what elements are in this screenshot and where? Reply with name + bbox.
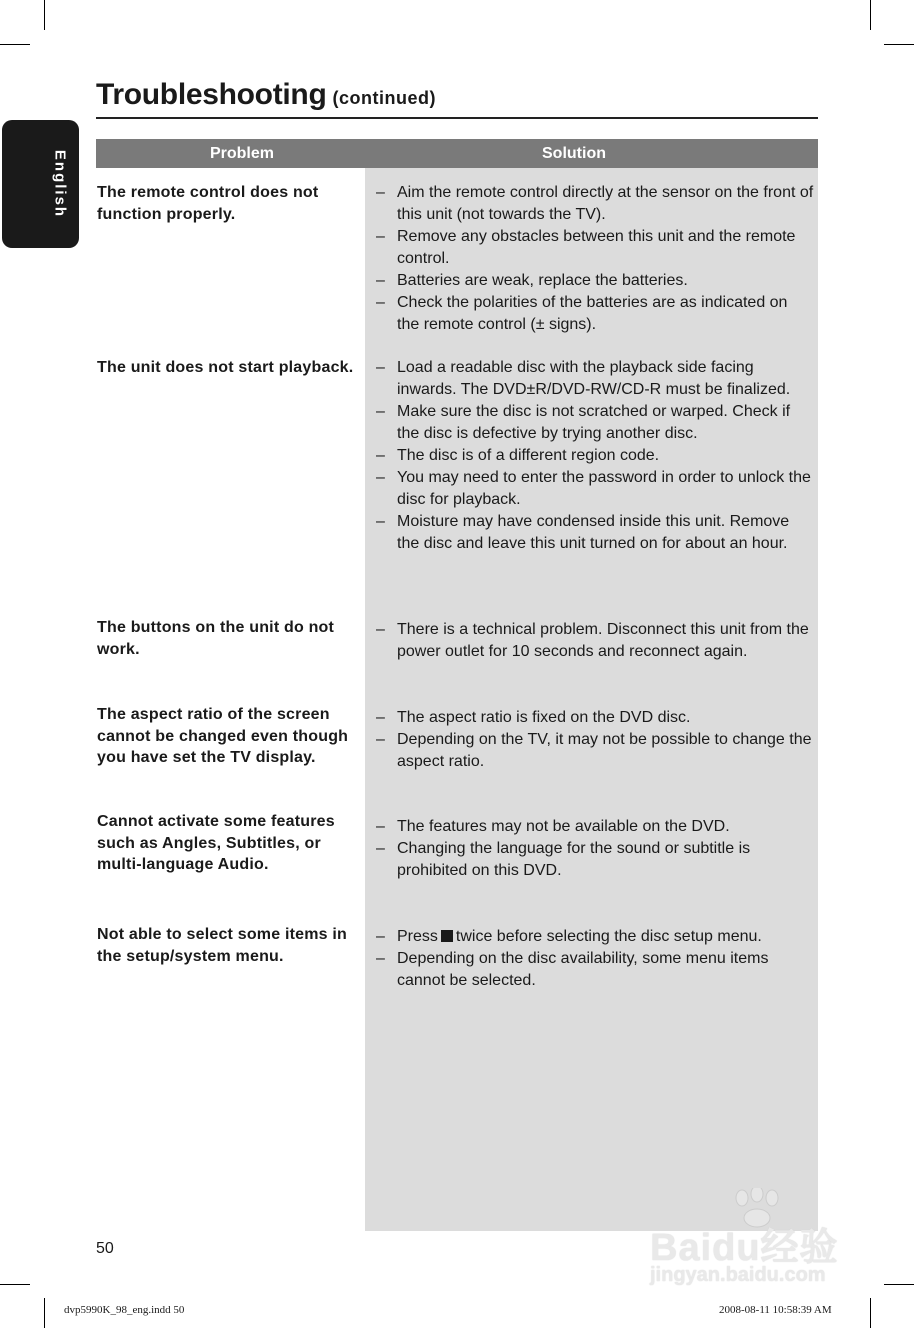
solution-list-aspect-ratio <box>376 707 814 773</box>
solution-item: – Load a readable disc with the playback side facing inwards. The DVD±R/DVD-RW/CD-R must be finalized. <box>376 357 814 401</box>
problem-buttons-not-working: The buttons on the unit do not work. <box>97 619 335 658</box>
crop-mark <box>884 1284 914 1285</box>
solution-item: – The aspect ratio is fixed on the DVD disc. <box>376 707 814 729</box>
solution-list-features-unavailable <box>376 816 814 882</box>
problem-setup-menu: Not able to select some items in the setup/system menu. <box>97 926 348 965</box>
page-number: 50 <box>96 1240 114 1257</box>
solution-item: – The features may not be available on the DVD. <box>376 816 814 838</box>
problem-features-unavailable: Cannot activate some features such as Angles, Subtitles, or multi-language Audio. <box>97 813 335 873</box>
solution-text: twice before selecting the disc setup menu. <box>455 928 762 945</box>
solution-text: Press <box>397 928 438 945</box>
page-title-main: Troubleshooting <box>96 78 327 111</box>
solution-item: – Depending on the disc availability, some menu items cannot be selected. <box>376 948 814 992</box>
solution-item: – You may need to enter the password in order to unlock the disc for playback. <box>376 467 814 511</box>
problem-remote-control: The remote control does not function properly. <box>97 184 319 223</box>
column-header-problem: Problem <box>209 145 274 162</box>
solution-list-remote-control <box>376 182 814 336</box>
page-title-subtitle: (continued) <box>332 88 436 108</box>
solution-item: – Depending on the TV, it may not be possible to change the aspect ratio. <box>376 729 814 773</box>
footer-timestamp: 2008-08-11 10:58:39 AM <box>719 1304 832 1316</box>
solution-item: – Aim the remote control directly at the sensor on the front of this unit (not towards the TV). <box>376 182 814 226</box>
baidu-watermark <box>650 1188 860 1298</box>
crop-mark <box>884 44 914 45</box>
solution-list-buttons-not-working <box>376 619 814 663</box>
solution-list-no-playback <box>376 357 814 555</box>
language-side-tab-label: English <box>51 149 69 219</box>
solution-item: – Batteries are weak, replace the batteries. <box>376 270 814 292</box>
solution-item <box>376 926 814 948</box>
page-title <box>96 78 436 112</box>
crop-mark <box>870 0 871 30</box>
solution-item: – Changing the language for the sound or subtitle is prohibited on this DVD. <box>376 838 814 882</box>
problem-no-playback: The unit does not start playback. <box>97 359 354 376</box>
crop-mark <box>870 1298 871 1328</box>
problem-aspect-ratio: The aspect ratio of the screen cannot be changed even though you have set the TV display. <box>97 706 349 766</box>
solution-list-setup-menu <box>376 926 814 992</box>
solution-item: – Check the polarities of the batteries are as indicated on the remote control (± signs). <box>376 292 814 336</box>
solution-item: – Remove any obstacles between this unit and the remote control. <box>376 226 814 270</box>
solution-item: – There is a technical problem. Disconnect this unit from the power outlet for 10 seconds and reconnect again. <box>376 619 814 663</box>
crop-mark <box>0 44 30 45</box>
solution-item: – Moisture may have condensed inside this unit. Remove the disc and leave this unit turned on for about an hour. <box>376 511 814 555</box>
crop-mark <box>44 1298 45 1328</box>
stop-icon <box>441 930 453 942</box>
title-rule <box>96 117 818 119</box>
footer-file-name: dvp5990K_98_eng.indd 50 <box>64 1304 185 1316</box>
solution-item: – The disc is of a different region code. <box>376 445 814 467</box>
crop-mark <box>44 0 45 30</box>
watermark-brand: Baidu经验 <box>650 1227 839 1269</box>
crop-mark <box>0 1284 30 1285</box>
watermark-url: jingyan.baidu.com <box>650 1264 826 1286</box>
column-header-solution: Solution <box>542 145 606 162</box>
solution-item: – Make sure the disc is not scratched or warped. Check if the disc is defective by trying another disc. <box>376 401 814 445</box>
